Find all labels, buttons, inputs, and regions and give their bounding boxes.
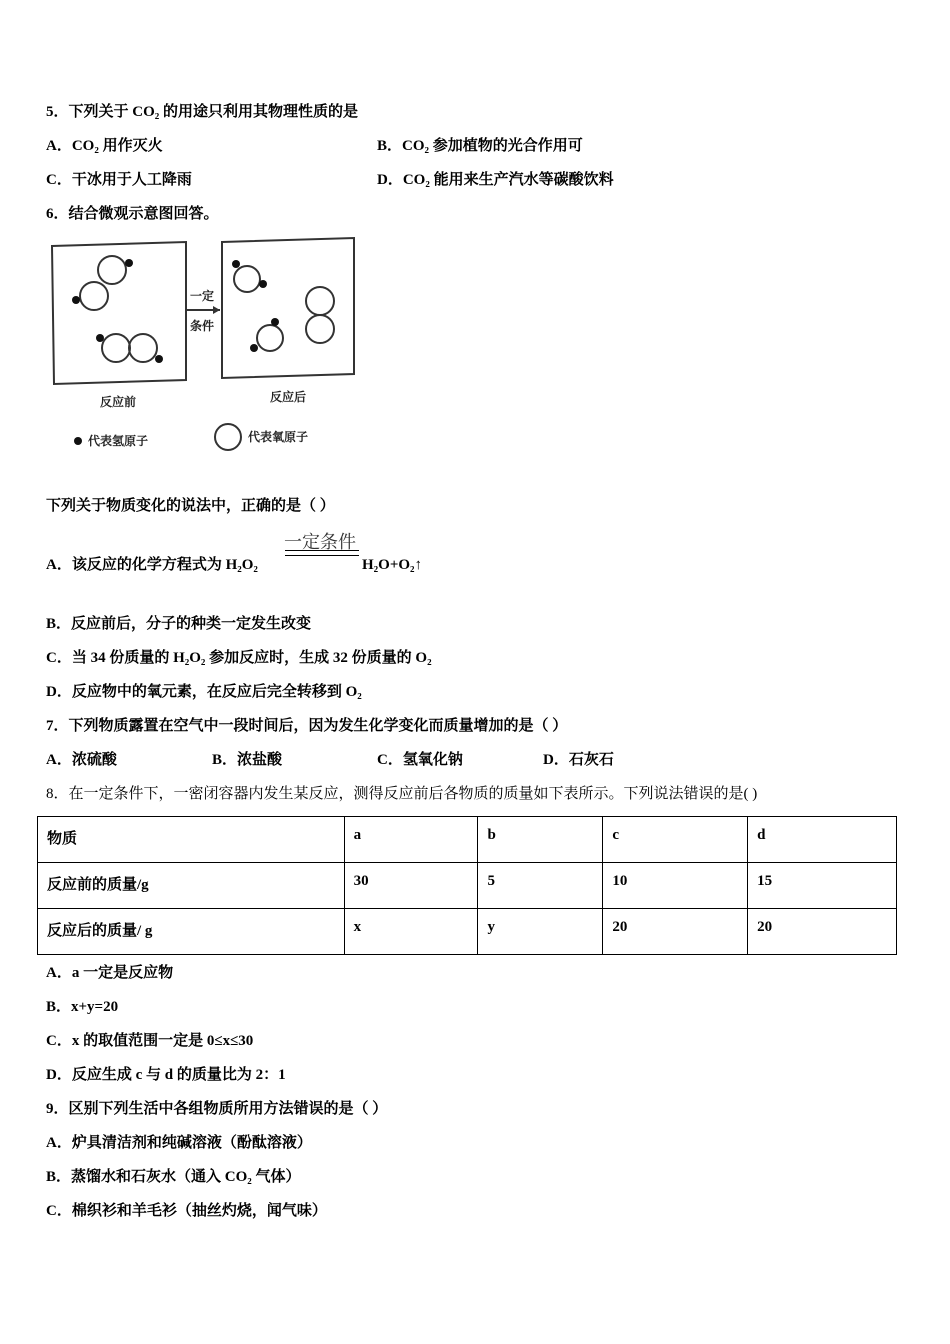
after-box [222, 238, 354, 378]
legend-o: 代表氧原子 [248, 430, 309, 444]
before-label: 反应前 [100, 395, 137, 409]
q6-stem: 6．结合微观示意图回答。 [46, 206, 219, 222]
q6-option-d: D．反应物中的氧元素，在反应后完全转移到 O₂ [46, 684, 362, 700]
legend-h: 代表氢原子 [88, 434, 149, 448]
h2o-molecule-2 [257, 325, 283, 351]
table-cell: y [478, 909, 603, 955]
q5-option-a: A．CO₂ 用作灭火 [46, 138, 163, 154]
table-row [38, 817, 897, 863]
q9-option-c: C．棉织衫和羊毛衫（抽丝灼烧，闻气味） [46, 1203, 327, 1219]
table-cell: 10 [603, 863, 748, 909]
table-cell: 反应前的质量/g [38, 863, 345, 909]
q6-option-c: C．当 34 份质量的 H₂O₂ 参加反应时，生成 32 份质量的 O₂ [46, 650, 432, 666]
arrow-head [213, 306, 220, 314]
table-header-cell: c [603, 817, 748, 863]
h-atom [72, 296, 80, 304]
q7-stem: 7．下列物质露置在空气中一段时间后，因为发生化学变化而质量增加的是（ ） [46, 718, 568, 734]
table-cell: x [344, 909, 478, 955]
q6-option-b: B．反应前后，分子的种类一定发生改变 [46, 616, 312, 632]
after-label: 反应后 [270, 390, 307, 404]
q7-option-b: B．浓盐酸 [212, 752, 283, 768]
h-atom [250, 344, 258, 352]
q5-option-c: C．干冰用于人工降雨 [46, 172, 192, 188]
table-header-cell: 物质 [38, 817, 345, 863]
table-row [38, 909, 897, 955]
equals-bar [285, 550, 359, 556]
q9-option-b: B．蒸馏水和石灰水（通入 CO₂ 气体） [46, 1169, 301, 1185]
q6-option-a-condition: 一定条件 [284, 532, 356, 552]
q8-option-a: A．a 一定是反应物 [46, 965, 174, 981]
q5-option-b: B．CO₂ 参加植物的光合作用可 [377, 138, 583, 154]
q6-option-a-prefix: A．该反应的化学方程式为 H₂O₂ [46, 557, 258, 573]
table-cell: 20 [748, 909, 897, 955]
q8-option-d: D．反应生成 c 与 d 的质量比为 2：1 [46, 1067, 286, 1083]
table-header-cell: a [344, 817, 478, 863]
o-atom-legend-icon [215, 424, 241, 450]
arrow-label-top: 一定 [190, 289, 215, 303]
table-cell: 20 [603, 909, 748, 955]
h-atom [271, 318, 279, 326]
table-cell: 反应后的质量/ g [38, 909, 345, 955]
table-cell: 5 [478, 863, 603, 909]
arrow-label-bottom: 条件 [190, 319, 215, 333]
h2o2-molecule-1 [80, 256, 126, 310]
h-atom-legend-icon [74, 437, 82, 445]
q5-option-d: D．CO₂ 能用来生产汽水等碳酸饮料 [377, 172, 614, 188]
h-atom [155, 355, 163, 363]
table-header-cell: d [748, 817, 897, 863]
before-box [52, 242, 186, 384]
table-cell: 30 [344, 863, 478, 909]
q8-stem: 8．在一定条件下，一密闭容器内发生某反应，测得反应前后各物质的质量如下表所示。下列说法错误的是( ) [46, 786, 758, 802]
q5-stem: 5．下列关于 CO₂ 的用途只利用其物理性质的是 [46, 104, 358, 120]
q9-option-a: A．炉具清洁剂和纯碱溶液（酚酞溶液） [46, 1135, 312, 1151]
q6-option-a-products: H₂O+O₂↑ [362, 557, 423, 573]
mass-table [37, 816, 897, 955]
h-atom [259, 280, 267, 288]
q8-option-c: C．x 的取值范围一定是 0≤x≤30 [46, 1033, 254, 1049]
table-cell: 15 [748, 863, 897, 909]
h-atom [232, 260, 240, 268]
h2o-molecule-1 [234, 266, 260, 292]
q8-option-b: B．x+y=20 [46, 999, 119, 1015]
micro-diagram [44, 234, 364, 459]
q9-stem: 9．区别下列生活中各组物质所用方法错误的是（ ） [46, 1101, 388, 1117]
h2o2-molecule-2 [102, 334, 157, 362]
table-header-cell: b [478, 817, 603, 863]
q6-question: 下列关于物质变化的说法中，正确的是（ ） [46, 498, 335, 514]
table-row [38, 863, 897, 909]
q7-option-d: D．石灰石 [543, 752, 614, 768]
h-atom [125, 259, 133, 267]
h-atom [96, 334, 104, 342]
q7-option-a: A．浓硫酸 [46, 752, 117, 768]
q7-option-c: C．氢氧化钠 [377, 752, 463, 768]
o2-molecule [306, 287, 334, 343]
